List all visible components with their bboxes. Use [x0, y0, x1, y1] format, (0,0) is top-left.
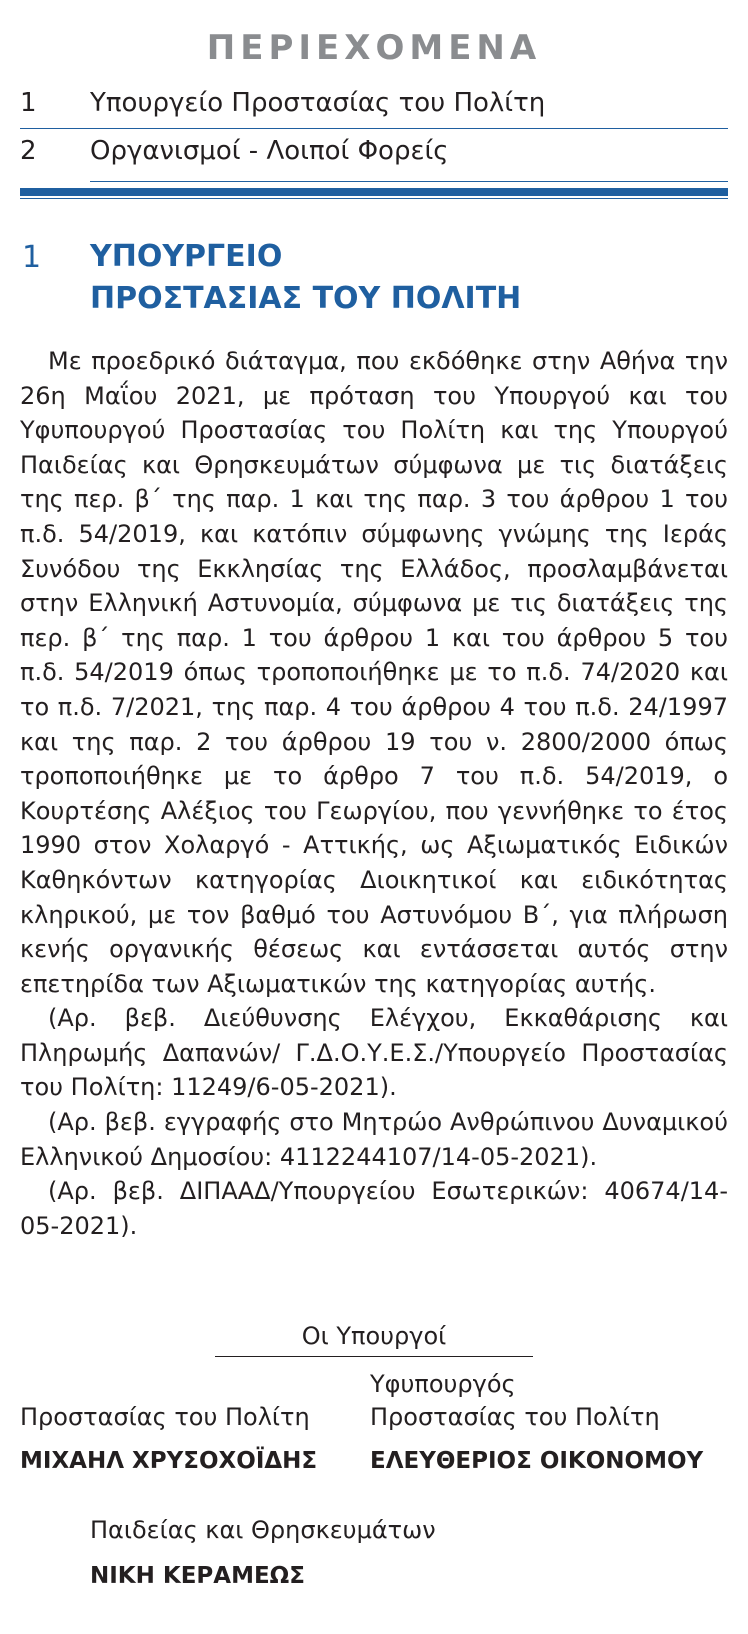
bottom-signatory-name: ΝΙΚΗ ΚΕΡΑΜΕΩΣ — [90, 1563, 305, 1589]
toc-divider — [90, 181, 728, 182]
bottom-ministry: Παιδείας και Θρησκευμάτων — [90, 1516, 436, 1544]
toc-item-number: 2 — [20, 136, 37, 166]
right-signatory-name: ΕΛΕΥΘΕΡΙΟΣ ΟΙΚΟΝΟΜΟΥ — [370, 1448, 704, 1474]
toc-item-title[interactable]: Υπουργείο Προστασίας του Πολίτη — [90, 88, 546, 118]
left-signatory-name: ΜΙΧΑΗΛ ΧΡΥΣΟΧΟΪΔΗΣ — [20, 1448, 318, 1474]
toc-item-number: 1 — [20, 88, 37, 118]
toc-item[interactable] — [20, 136, 728, 176]
section-body — [20, 344, 728, 1243]
section-title — [90, 236, 710, 320]
ministers-heading: Οι Υπουργοί — [301, 1322, 447, 1350]
toc-rule-thin — [20, 198, 728, 199]
section-number: 1 — [22, 240, 42, 275]
reference-paragraph: (Αρ. βεβ. ΔΙΠΑΑΔ/Υπουργείου Εσωτερικών: 40674/14-05-2021). — [20, 1177, 728, 1240]
toc-rule-thick — [20, 188, 728, 196]
right-ministry: Προστασίας του Πολίτη — [370, 1403, 660, 1431]
deputy-minister-title: Υφυπουργός — [370, 1370, 516, 1398]
section-title-line: ΠΡΟΣΤΑΣΙΑΣ ΤΟΥ ΠΟΛΙΤΗ — [90, 281, 522, 316]
body-paragraph: Με προεδρικό διάταγμα, που εκδόθηκε στην Αθήνα την 26η Μαΐου 2021, με πρόταση του Υπουργού και του Υφυπουργού Προστασίας του Πολίτη και της Υπουργού Παιδείας και Θρησκευμάτων σύμφωνα με τις διατάξεις της περ. β΄ της παρ. 1 και της παρ. 3 του άρθρου 1 του π.δ. 54/2019, και κατόπιν σύμφωνης γνώμης της Ιεράς Συνόδου της Εκκλησίας της Ελλάδος, προσλαμβάνεται στην Ελληνική Αστυνομία, σύμφωνα με τις διατάξεις της περ. β΄ της παρ. 1 του άρθρου 1 και του άρθρου 5 του π.δ. 54/2019 όπως τροποποιήθηκε με το π.δ. 74/2020 και το π.δ. 7/2021, της παρ. 4 του άρθρου 4 του π.δ. 24/1997 και της παρ. 2 του άρθρου 19 του ν. 2800/2000 όπως τροποποιήθηκε με το άρθρο 7 του π.δ. 54/2019, ο Κουρτέσης Αλέξιος του Γεωργίου, που γεννήθηκε το έτος 1990 στον Χολαργό - Αττικής, ως Αξιωματικός Ειδικών Καθηκόντων κατηγορίας Διοικητικοί και ειδικότητας κληρικού, με τον βαθμό του Αστυνόμου Β΄, για πλήρωση κενής οργανικής θέσεως και εντάσσεται αυτός στην επετηρίδα των Αξιωματικών της κατηγορίας αυτής. — [20, 347, 728, 998]
reference-paragraph: (Αρ. βεβ. Διεύθυνσης Ελέγχου, Εκκαθάρισης και Πληρωμής Δαπανών/ Γ.Δ.Ο.Υ.Ε.Σ./Υπουργείο Προστασίας του Πολίτη: 11249/6-05-2021). — [20, 1004, 728, 1102]
toc-heading: ΠΕΡΙΕΧΟΜΕΝΑ — [206, 28, 542, 68]
reference-paragraph: (Αρ. βεβ. εγγραφής στο Μητρώο Ανθρώπινου Δυναμικού Ελληνικού Δημοσίου: 4112244107/14-05-2021). — [20, 1108, 728, 1171]
toc-item[interactable] — [20, 88, 728, 128]
toc-item-title[interactable]: Οργανισμοί - Λοιποί Φορείς — [90, 136, 449, 166]
toc-divider — [20, 128, 728, 129]
section-title-line: ΥΠΟΥΡΓΕΙΟ — [90, 239, 283, 274]
left-ministry: Προστασίας του Πολίτη — [20, 1403, 310, 1431]
ministers-divider — [215, 1356, 533, 1357]
